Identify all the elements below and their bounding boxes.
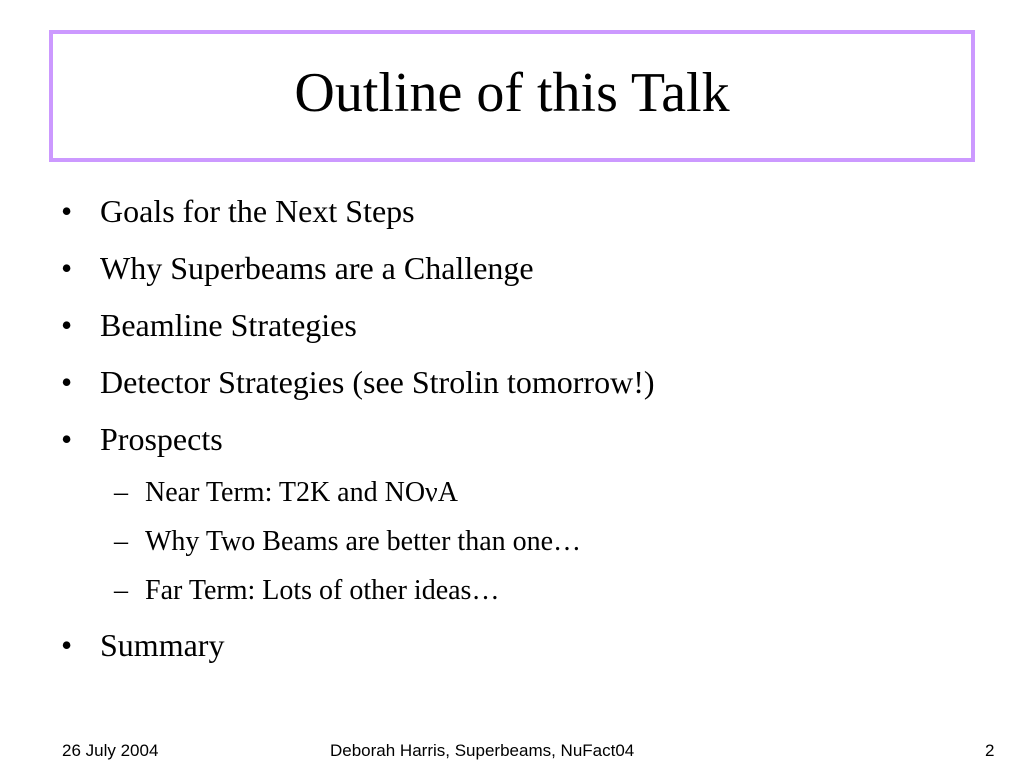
page-number: 2 [985,741,995,760]
bullet-icon: • [61,250,73,286]
dash-icon: – [114,477,128,508]
bullet-icon: • [61,193,73,229]
bullet-text: Beamline Strategies [100,307,357,343]
bullet-item [61,421,223,457]
bullet-item [61,250,534,286]
subbullet-text: Near Term: T2K and NOνA [145,477,458,508]
footer-title: Deborah Harris, Superbeams, NuFact04 [330,741,635,760]
bullet-text: Goals for the Next Steps [100,193,415,229]
subbullet-text: Why Two Beams are better than one… [145,526,582,557]
footer-date: 26 July 2004 [62,741,159,760]
dash-icon: – [114,526,128,557]
bullet-text: Why Superbeams are a Challenge [100,250,534,286]
bullet-icon: • [61,627,73,663]
subbullet-item [114,526,581,558]
bullet-icon: • [61,421,73,457]
bullet-item [61,627,224,663]
bullet-item [61,364,655,400]
dash-icon: – [114,575,128,606]
bullet-item [61,193,415,229]
bullet-icon: • [61,364,73,400]
slide-title: Outline of this Talk [294,62,730,124]
subbullet-item [114,477,458,509]
bullet-text: Prospects [100,421,223,457]
subbullet-text: Far Term: Lots of other ideas… [145,575,500,606]
subbullet-item [114,575,499,607]
bullet-icon: • [61,307,73,343]
bullet-text: Detector Strategies (see Strolin tomorrow!) [100,364,655,400]
bullet-item [61,307,357,343]
bullet-text: Summary [100,627,225,663]
